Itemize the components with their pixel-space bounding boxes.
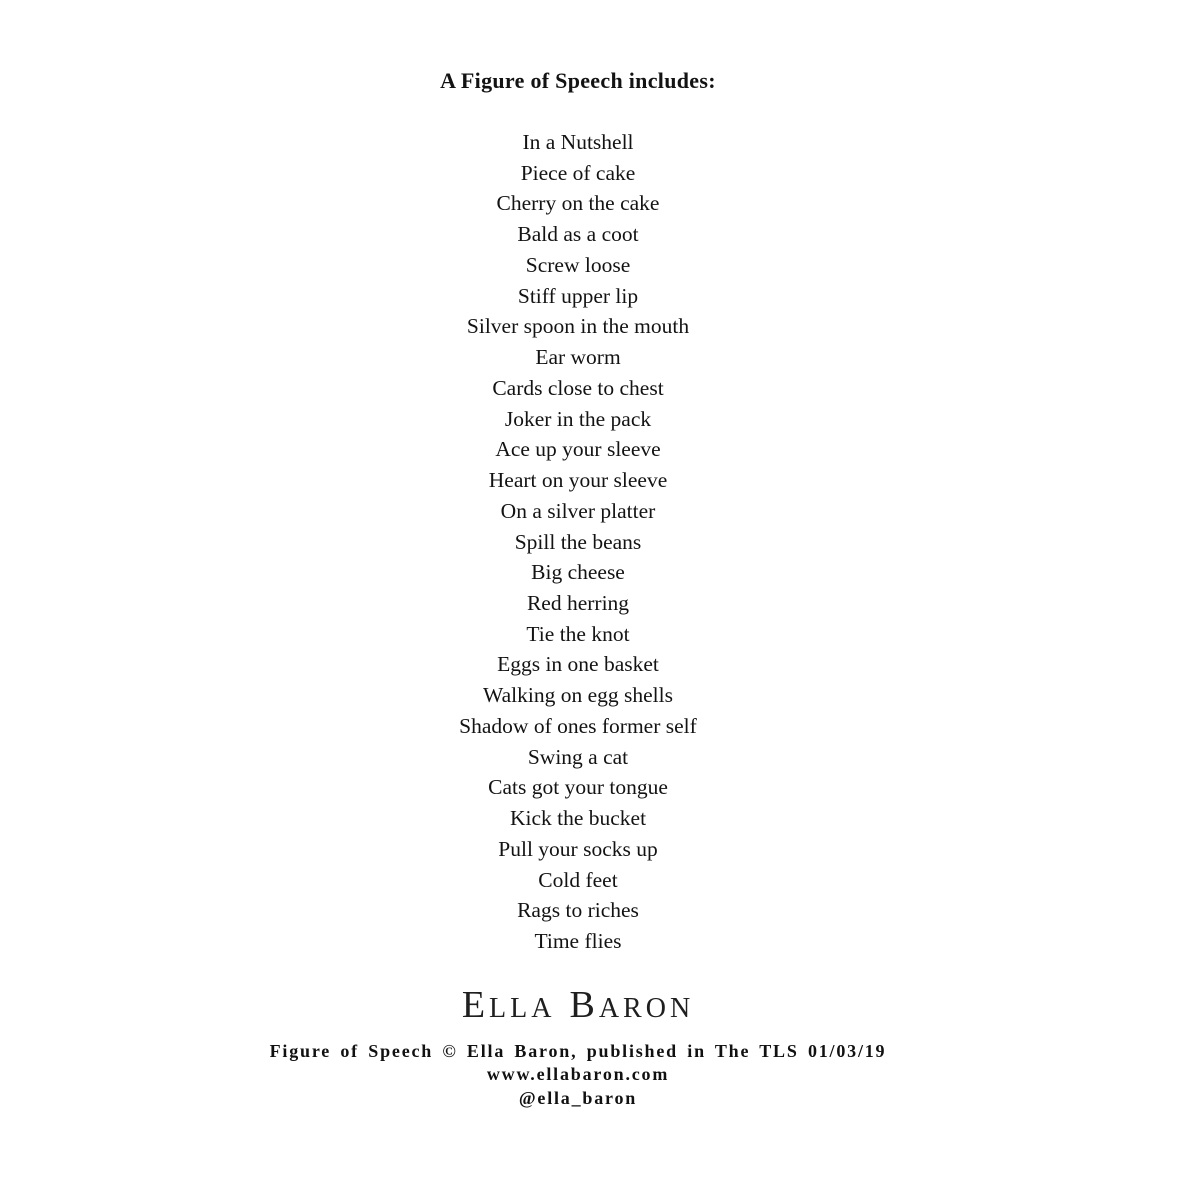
list-item: Shadow of ones former self bbox=[459, 713, 697, 738]
signature-word2-rest: ARON bbox=[598, 993, 695, 1024]
list-item: Kick the bucket bbox=[509, 806, 647, 831]
list-item: Tie the knot bbox=[526, 621, 630, 646]
list-item: Cherry on the cake bbox=[496, 191, 660, 216]
list-item: Cards close to chest bbox=[492, 375, 664, 400]
list-item: Spill the beans bbox=[514, 529, 642, 554]
website-line: www.ellabaron.com bbox=[486, 1064, 670, 1085]
list-item: Big cheese bbox=[531, 560, 625, 585]
list-item: Stiff upper lip bbox=[517, 283, 639, 308]
list-item: Red herring bbox=[526, 591, 630, 616]
social-handle-line: @ella_baron bbox=[518, 1087, 638, 1108]
list-item: On a silver platter bbox=[500, 498, 656, 523]
list-item: Swing a cat bbox=[527, 744, 629, 769]
list-item: Cold feet bbox=[538, 867, 618, 892]
list-item: Bald as a coot bbox=[517, 222, 639, 247]
list-item: Time flies bbox=[534, 929, 622, 954]
signature-word1-rest: LLA bbox=[489, 993, 556, 1024]
list-item: Ace up your sleeve bbox=[495, 437, 661, 462]
page-title: A Figure of Speech includes: bbox=[440, 68, 716, 93]
list-item: Pull your socks up bbox=[498, 836, 658, 861]
list-item: Eggs in one basket bbox=[497, 652, 659, 677]
list-item: Cats got your tongue bbox=[488, 775, 668, 800]
footer-credits bbox=[0, 1040, 1156, 1110]
list-item: Rags to riches bbox=[517, 898, 639, 923]
artist-signature bbox=[0, 986, 1156, 1032]
signature-word1-initial: E bbox=[461, 984, 490, 1026]
list-item: Piece of cake bbox=[520, 160, 636, 185]
list-item: Heart on your sleeve bbox=[488, 468, 668, 493]
list-item: Ear worm bbox=[535, 345, 621, 370]
copyright-line: Figure of Speech © Ella Baron, published in The TLS 01/03/19 bbox=[269, 1041, 887, 1061]
list-item: In a Nutshell bbox=[522, 130, 634, 154]
list-item: Walking on egg shells bbox=[483, 683, 673, 708]
idiom-list bbox=[0, 127, 1156, 957]
signature-word2-initial: B bbox=[569, 984, 599, 1026]
list-item: Screw loose bbox=[525, 252, 631, 277]
list-item: Joker in the pack bbox=[504, 406, 652, 431]
list-item: Silver spoon in the mouth bbox=[466, 314, 690, 339]
